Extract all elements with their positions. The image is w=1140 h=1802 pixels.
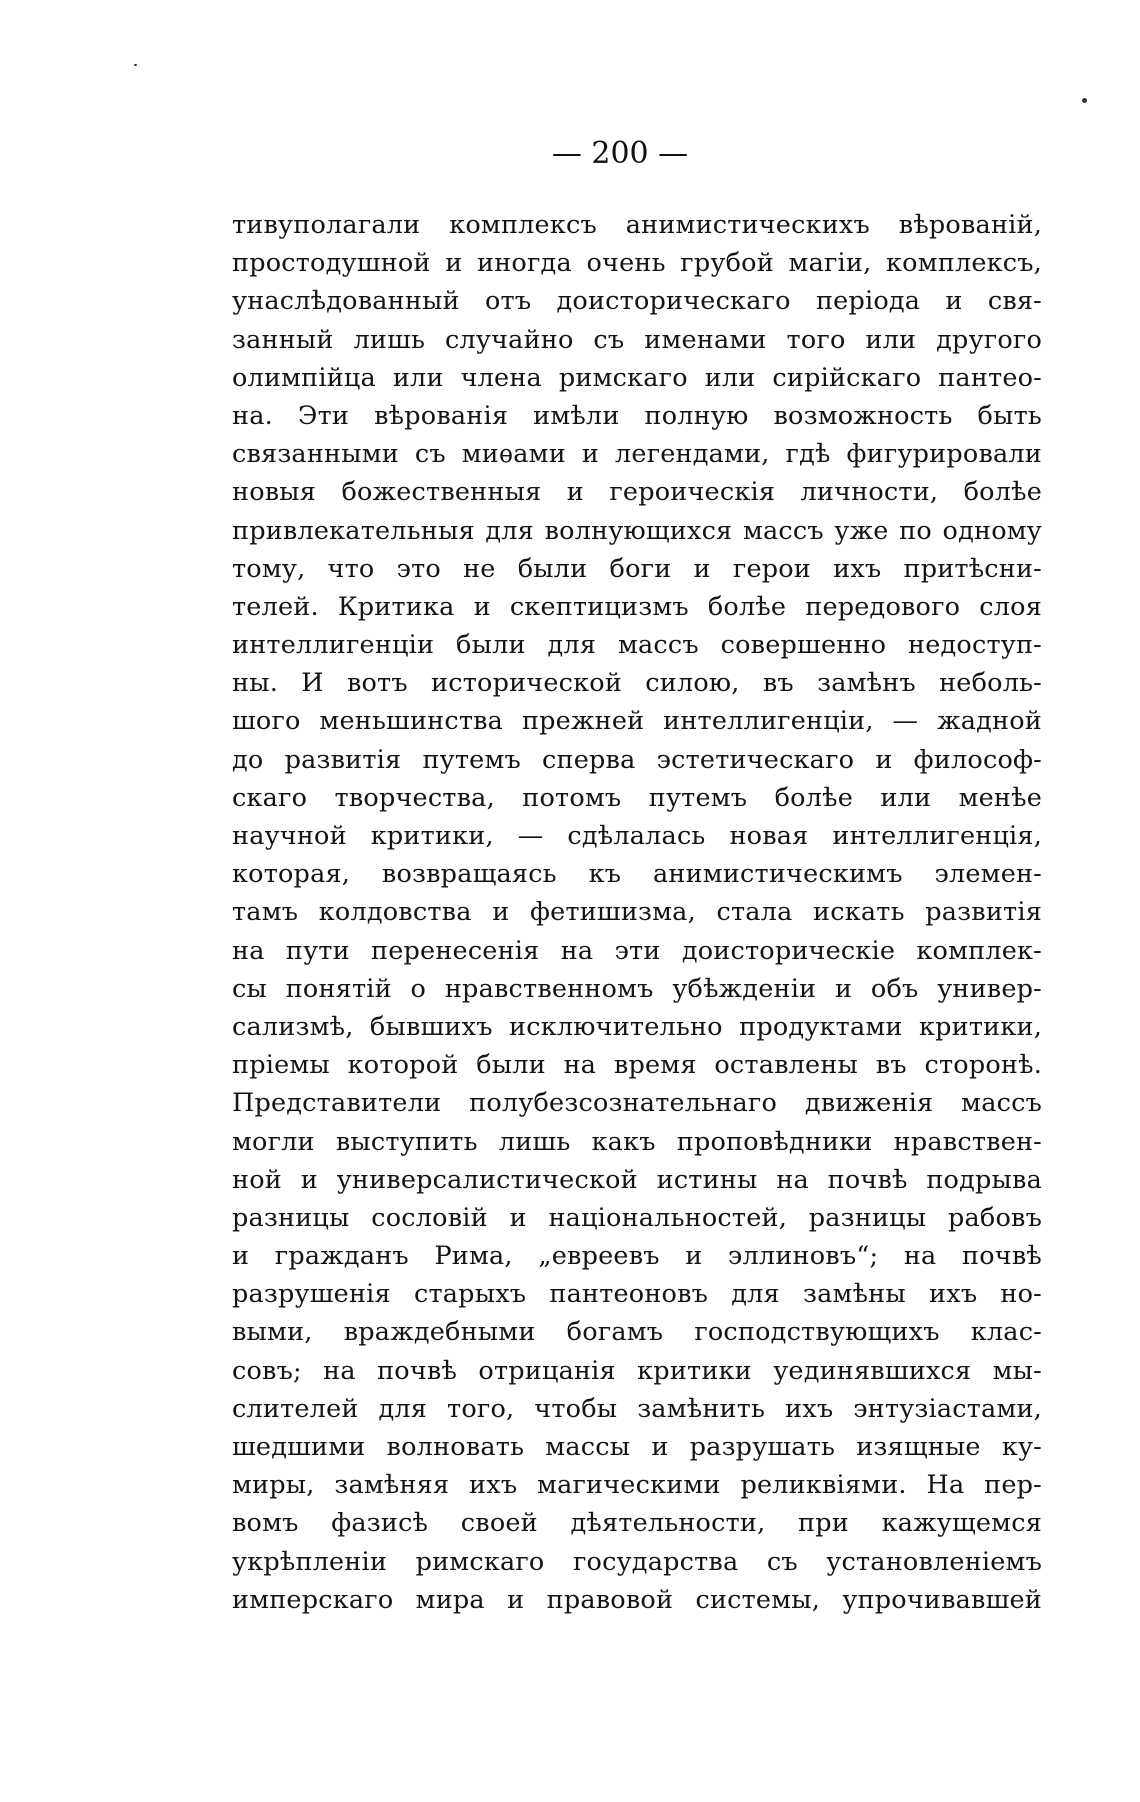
- text-line: пріемы которой были на время оставлены въ сторонѣ.: [232, 1050, 1042, 1081]
- text-line: имперскаго мира и правовой системы, упрочивавшей: [232, 1584, 1042, 1615]
- text-line: разрушенія старыхъ пантеоновъ для замѣны ихъ но-: [232, 1279, 1042, 1310]
- text-line: вомъ фазисѣ своей дѣятельности, при кажущемся: [232, 1508, 1042, 1539]
- text-line: шого меньшинства прежней интеллигенціи, — жадной: [232, 706, 1042, 737]
- text-line: простодушной и иногда очень грубой магіи, комплексъ,: [232, 248, 1042, 279]
- text-line: которая, возвращаясь къ анимистическимъ элемен-: [232, 859, 1042, 890]
- text-line: тамъ колдовства и фетишизма, стала искать развитія: [232, 897, 1042, 928]
- text-line: совъ; на почвѣ отрицанія критики уединявшихся мы-: [232, 1355, 1042, 1386]
- text-line: привлекательныя для волнующихся массъ уже по одному: [232, 515, 1042, 546]
- text-line: укрѣпленіи римскаго государства съ установленіемъ: [232, 1546, 1042, 1577]
- text-line: выми, враждебными богамъ господствующихъ клас-: [232, 1317, 1042, 1348]
- text-line: могли выступить лишь какъ проповѣдники нравствен-: [232, 1126, 1042, 1157]
- text-line: новыя божественныя и героическія личности, болѣе: [232, 477, 1042, 508]
- text-line: тивуполагали комплексъ анимистическихъ вѣрованій,: [232, 210, 1042, 240]
- body-text: [232, 206, 1042, 1619]
- text-line: сализмѣ, бывшихъ исключительно продуктами критики,: [232, 1011, 1042, 1042]
- text-line: Представители полубезсознательнаго движенія массъ: [232, 1088, 1042, 1119]
- text-line: сы понятій о нравственномъ убѣжденіи и объ универ-: [232, 973, 1042, 1004]
- text-line: ны. И вотъ исторической силою, въ замѣнъ неболь-: [232, 668, 1042, 699]
- text-line: интеллигенціи были для массъ совершенно недоступ-: [232, 630, 1042, 661]
- text-line: унаслѣдованный отъ доисторическаго періода и свя-: [232, 286, 1042, 317]
- page-number: — 200 —: [551, 136, 689, 171]
- text-line: олимпійца или члена римскаго или сирійскаго пантео-: [232, 362, 1042, 393]
- text-line: скаго творчества, потомъ путемъ болѣе или менѣе: [232, 782, 1042, 813]
- text-line: тому, что это не были боги и герои ихъ притѣсни-: [232, 553, 1042, 584]
- text-line: на пути перенесенія на эти доисторическіе комплек-: [232, 935, 1042, 966]
- text-line: ной и универсалистической истины на почвѣ подрыва: [232, 1164, 1042, 1195]
- text-line: миры, замѣняя ихъ магическими реликвіями. На пер-: [232, 1470, 1042, 1501]
- scan-speck: [134, 64, 137, 66]
- text-line: слителей для того, чтобы замѣнить ихъ энтузіастами,: [232, 1393, 1042, 1424]
- text-line: на. Эти вѣрованія имѣли полную возможность быть: [232, 400, 1042, 431]
- text-line: связанными съ миѳами и легендами, гдѣ фигурировали: [232, 439, 1042, 470]
- text-line: научной критики, — сдѣлалась новая интеллигенція,: [232, 821, 1042, 851]
- text-line: и гражданъ Рима, „евреевъ и эллиновъ“; на почвѣ: [232, 1241, 1042, 1272]
- text-line: до развитія путемъ сперва эстетическаго и философ-: [232, 744, 1042, 775]
- text-line: занный лишь случайно съ именами того или другого: [232, 324, 1042, 355]
- text-line: телей. Критика и скептицизмъ болѣе передового слоя: [232, 591, 1042, 622]
- scan-speck: [1082, 98, 1087, 103]
- text-line: разницы сословій и національностей, разницы рабовъ: [232, 1202, 1042, 1233]
- text-line: шедшими волновать массы и разрушать изящные ку-: [232, 1432, 1042, 1462]
